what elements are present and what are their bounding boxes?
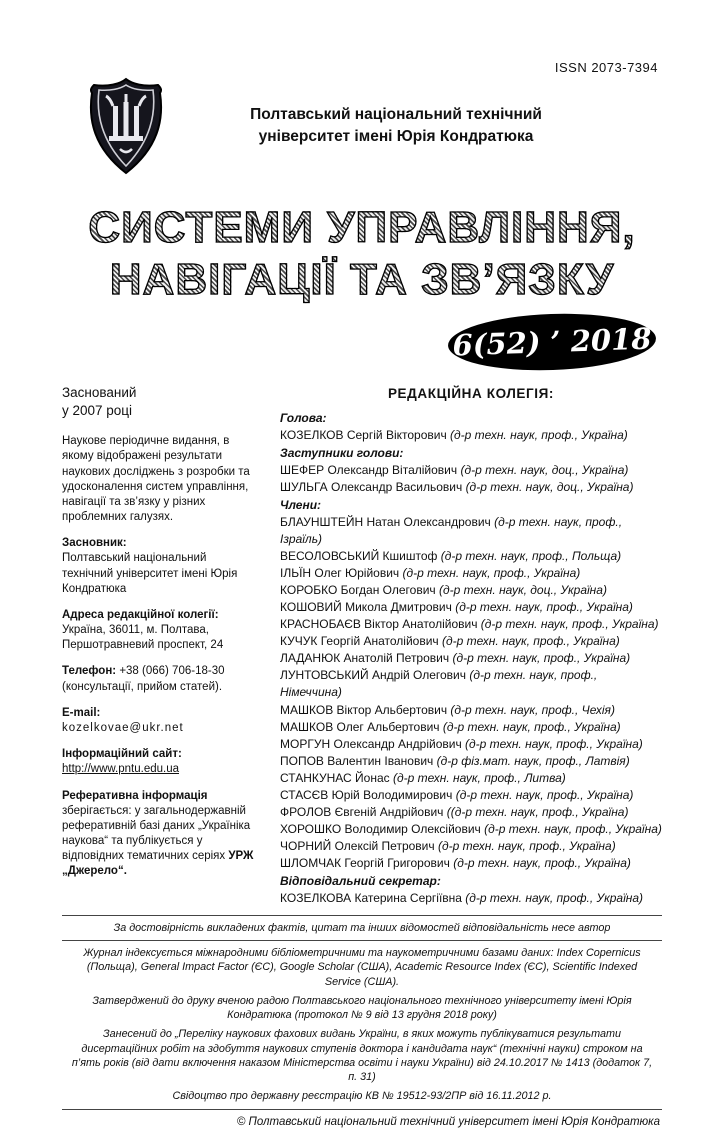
member-info: (д-р техн. наук, проф., Україна)	[480, 617, 659, 632]
journal-title	[62, 202, 662, 306]
phone-text: +38 (066) 706-18-30 (консультації, прийом статей).	[62, 665, 225, 693]
issn-number: ISSN 2073-7394	[554, 60, 658, 75]
member-name: ШЕФЕР Олександр Віталійович	[280, 463, 461, 478]
address-label: Адреса редакційної колегії:	[62, 608, 219, 621]
divider	[62, 1109, 662, 1110]
board-member	[280, 736, 662, 753]
email-address[interactable]: kozelkovae@ukr.net	[62, 722, 184, 734]
member-name: ШУЛЬГА Олександр Васильович	[280, 480, 466, 495]
email-label: E-mail:	[62, 706, 101, 719]
board-role: Члени:	[280, 498, 322, 513]
member-name: ЛУНТОВСЬКИЙ Андрій Олегович	[280, 668, 470, 683]
member-info: (д-р техн. наук, проф., Польща)	[440, 549, 622, 564]
shield-emblem-icon	[82, 76, 170, 176]
member-name: СТАСЄВ Юрій Володимирович	[280, 787, 456, 802]
member-name: КОЗЕЛКОВА Катерина Сергіївна	[280, 890, 466, 905]
member-name: КОЗЕЛКОВ Сергій Вікторович	[280, 428, 451, 442]
member-info: (д-р техн. наук, проф., Україна)	[484, 821, 662, 836]
founded-line2: у 2007 році	[62, 403, 133, 419]
journal-title-line1: СИСТЕМИ УПРАВЛІННЯ,	[62, 202, 662, 254]
board-member	[280, 427, 662, 444]
board-member	[280, 890, 662, 907]
divider	[62, 915, 662, 916]
member-name: ЧОРНИЙ Олексій Петрович	[280, 838, 438, 853]
phone-label: Телефон:	[62, 665, 117, 678]
member-name: ПОПОВ Валентин Іванович	[280, 753, 437, 768]
board-role: Відповідальний секретар:	[280, 873, 441, 888]
copyright-line: © Полтавський національний технічний університет імені Юрія Кондратюка	[236, 1115, 660, 1128]
header	[62, 76, 662, 176]
phone-block	[62, 664, 258, 694]
board-member	[280, 650, 662, 667]
board-member	[280, 753, 662, 770]
board-member	[280, 479, 662, 496]
indexing-note: Журнал індексується міжнародними бібліометричними та наукометричними базами даних: Index Copernicus (Польща), General Impact Factor (ЄС), Google Scholar (США), Academic Resource Index (ЄС), Scientific Indexed Service (США).	[83, 947, 641, 988]
journal-description: Наукове періодичне видання, в якому відображені результати наукових досліджень з розробки та удосконалення систем управління, навігації та зв’язку у різних проблемних галузях.	[62, 435, 250, 524]
board-member	[280, 667, 662, 701]
member-info: ((д-р техн. наук, проф., Україна)	[446, 804, 629, 819]
member-name: МОРГУН Олександр Андрійович	[280, 736, 466, 751]
member-info: (д-р техн. наук, доц., Україна)	[439, 583, 607, 598]
university-name-line1: Полтавський національний технічний	[250, 106, 542, 124]
board-member	[280, 633, 662, 650]
founder-label: Засновник:	[62, 537, 127, 550]
member-info: (д-р техн. наук, проф., Ізраїль)	[280, 515, 623, 547]
board-member	[280, 787, 662, 804]
board-member	[280, 821, 662, 838]
member-name: ЛАДАНЮК Анатолій Петрович	[280, 651, 453, 666]
board-member	[280, 582, 662, 599]
member-name: МАШКОВ Олег Альбертович	[280, 719, 443, 734]
founded-line1: Заснований	[62, 384, 137, 400]
member-info: (д-р техн. наук, проф., Чехія)	[450, 702, 615, 717]
board-member	[280, 565, 662, 582]
member-name: КОШОВИЙ Микола Дмитрович	[280, 600, 456, 615]
board-member	[280, 599, 662, 616]
member-name: КРАСНОБАЄВ Віктор Анатолійович	[280, 617, 481, 632]
member-name: МАШКОВ Віктор Альбертович	[280, 702, 451, 717]
university-name	[170, 104, 662, 147]
member-name: ІЛЬЇН Олег Юрійович	[280, 566, 403, 581]
address-text: Україна, 36011, м. Полтава, Першотравневий проспект, 24	[62, 624, 224, 652]
journal-info-column	[62, 384, 258, 907]
address-block	[62, 608, 258, 654]
member-info: (д-р техн. наук, проф., Україна)	[455, 787, 634, 802]
board-member	[280, 548, 662, 565]
editorial-board-column	[280, 384, 662, 907]
board-member	[280, 702, 662, 719]
university-logo	[82, 76, 170, 176]
member-info: (д-р техн. наук, проф., Україна)	[455, 600, 633, 615]
content-columns	[62, 384, 662, 907]
issue-row	[62, 314, 656, 370]
disclaimer-note: За достовірність викладених фактів, цитат та інших відомостей відповідальність несе автор	[113, 921, 611, 934]
member-info: (д-р техн. наук, проф., Україна)	[450, 428, 628, 442]
member-name: КОРОБКО Богдан Олегович	[280, 583, 440, 598]
member-info: (д-р техн. наук, проф., Литва)	[392, 770, 566, 785]
certificate-note: Свідоцтво про державну реєстрацію КВ № 19512-93/2ПР від 16.11.2012 р.	[172, 1090, 552, 1103]
journal-title-line2: НАВІГАЦІЇ ТА ЗВ’ЯЗКУ	[62, 254, 662, 306]
abstract-block	[62, 789, 258, 880]
board-role: Заступники голови:	[280, 446, 404, 461]
board-member	[280, 855, 662, 872]
listing-note: Занесений до „Переліку наукових фахових видань України, в яких можуть публікуватися результати дисертаційних робіт на здобуття наукових ступенів доктора і кандидата наук“ (технічні науки) строком на п’ять років (від дати включення наказом Міністерства освіти і науки України) від 24.10.2017 № 1413 (додаток 7, п. 31)	[71, 1028, 653, 1084]
member-info: (д-р техн. наук, проф., Україна)	[442, 634, 620, 649]
member-info: (д-р техн. наук, проф., Німеччина)	[280, 668, 598, 700]
member-info: (д-р фіз.мат. наук, проф., Латвія)	[436, 753, 630, 768]
site-label: Інформаційний сайт:	[62, 748, 182, 761]
board-member	[280, 616, 662, 633]
abstract-label: Реферативна інформація	[62, 789, 208, 802]
founder-block	[62, 536, 258, 597]
issue-number: 6(52) ’ 2018	[451, 321, 653, 363]
member-info: (д-р техн. наук, проф., Україна)	[402, 566, 581, 581]
board-member	[280, 804, 662, 821]
footer-notes	[62, 915, 662, 1130]
member-name: СТАНКУНАС Йонас	[280, 770, 393, 785]
board-sections	[280, 410, 662, 907]
board-member	[280, 462, 662, 479]
founded-note	[62, 384, 258, 420]
member-info: (д-р техн. наук, проф., Україна)	[437, 838, 616, 853]
member-info: (д-р техн. наук, доц., Україна)	[465, 480, 634, 495]
board-member	[280, 770, 662, 787]
abstract-tail: УРЖ „Джерело“.	[62, 850, 254, 878]
member-info: (д-р техн. наук, проф., Україна)	[453, 855, 631, 870]
email-block	[62, 706, 258, 736]
approval-note: Затверджений до друку вченою радою Полтавського національного технічного університету імені Юрія Кондратюка (протокол № 9 від 13 грудня 2018 року)	[92, 994, 632, 1022]
member-name: ШЛОМЧАК Георгій Григорович	[280, 855, 454, 870]
member-name: ХОРОШКО Володимир Олексійович	[280, 821, 485, 836]
member-name: БЛАУНШТЕЙН Натан Олександрович	[280, 515, 495, 530]
member-info: (д-р техн. наук, проф., Україна)	[452, 651, 631, 666]
member-info: (д-р техн. наук, проф., Україна)	[465, 890, 644, 905]
founder-text: Полтавський національний технічний університет імені Юрія Кондратюка	[62, 552, 238, 595]
issue-badge	[447, 310, 657, 373]
board-member	[280, 838, 662, 855]
university-name-line2: університет імені Юрія Кондратюка	[258, 128, 534, 145]
editorial-board-title: РЕДАКЦІЙНА КОЛЕГІЯ:	[387, 385, 555, 401]
board-role: Голова:	[280, 410, 327, 425]
member-info: (д-р техн. наук, доц., Україна)	[460, 463, 629, 478]
member-info: (д-р техн. наук, проф., Україна)	[442, 719, 621, 734]
divider	[62, 940, 662, 941]
abstract-text: зберігається: у загальнодержавній реферативній базі даних „Україніка наукова“ та публікується у відповідних тематичних серіях	[62, 804, 251, 863]
board-member	[280, 514, 662, 548]
member-info: (д-р техн. наук, проф., Україна)	[465, 736, 643, 751]
site-link[interactable]: http://www.pntu.edu.ua	[62, 763, 179, 776]
member-name: КУЧУК Георгій Анатолійович	[280, 634, 443, 649]
board-member	[280, 719, 662, 736]
member-name: ФРОЛОВ Євгеній Андрійович	[280, 804, 447, 819]
site-block	[62, 747, 258, 777]
member-name: ВЕСОЛОВСЬКИЙ Кшиштоф	[280, 549, 441, 564]
